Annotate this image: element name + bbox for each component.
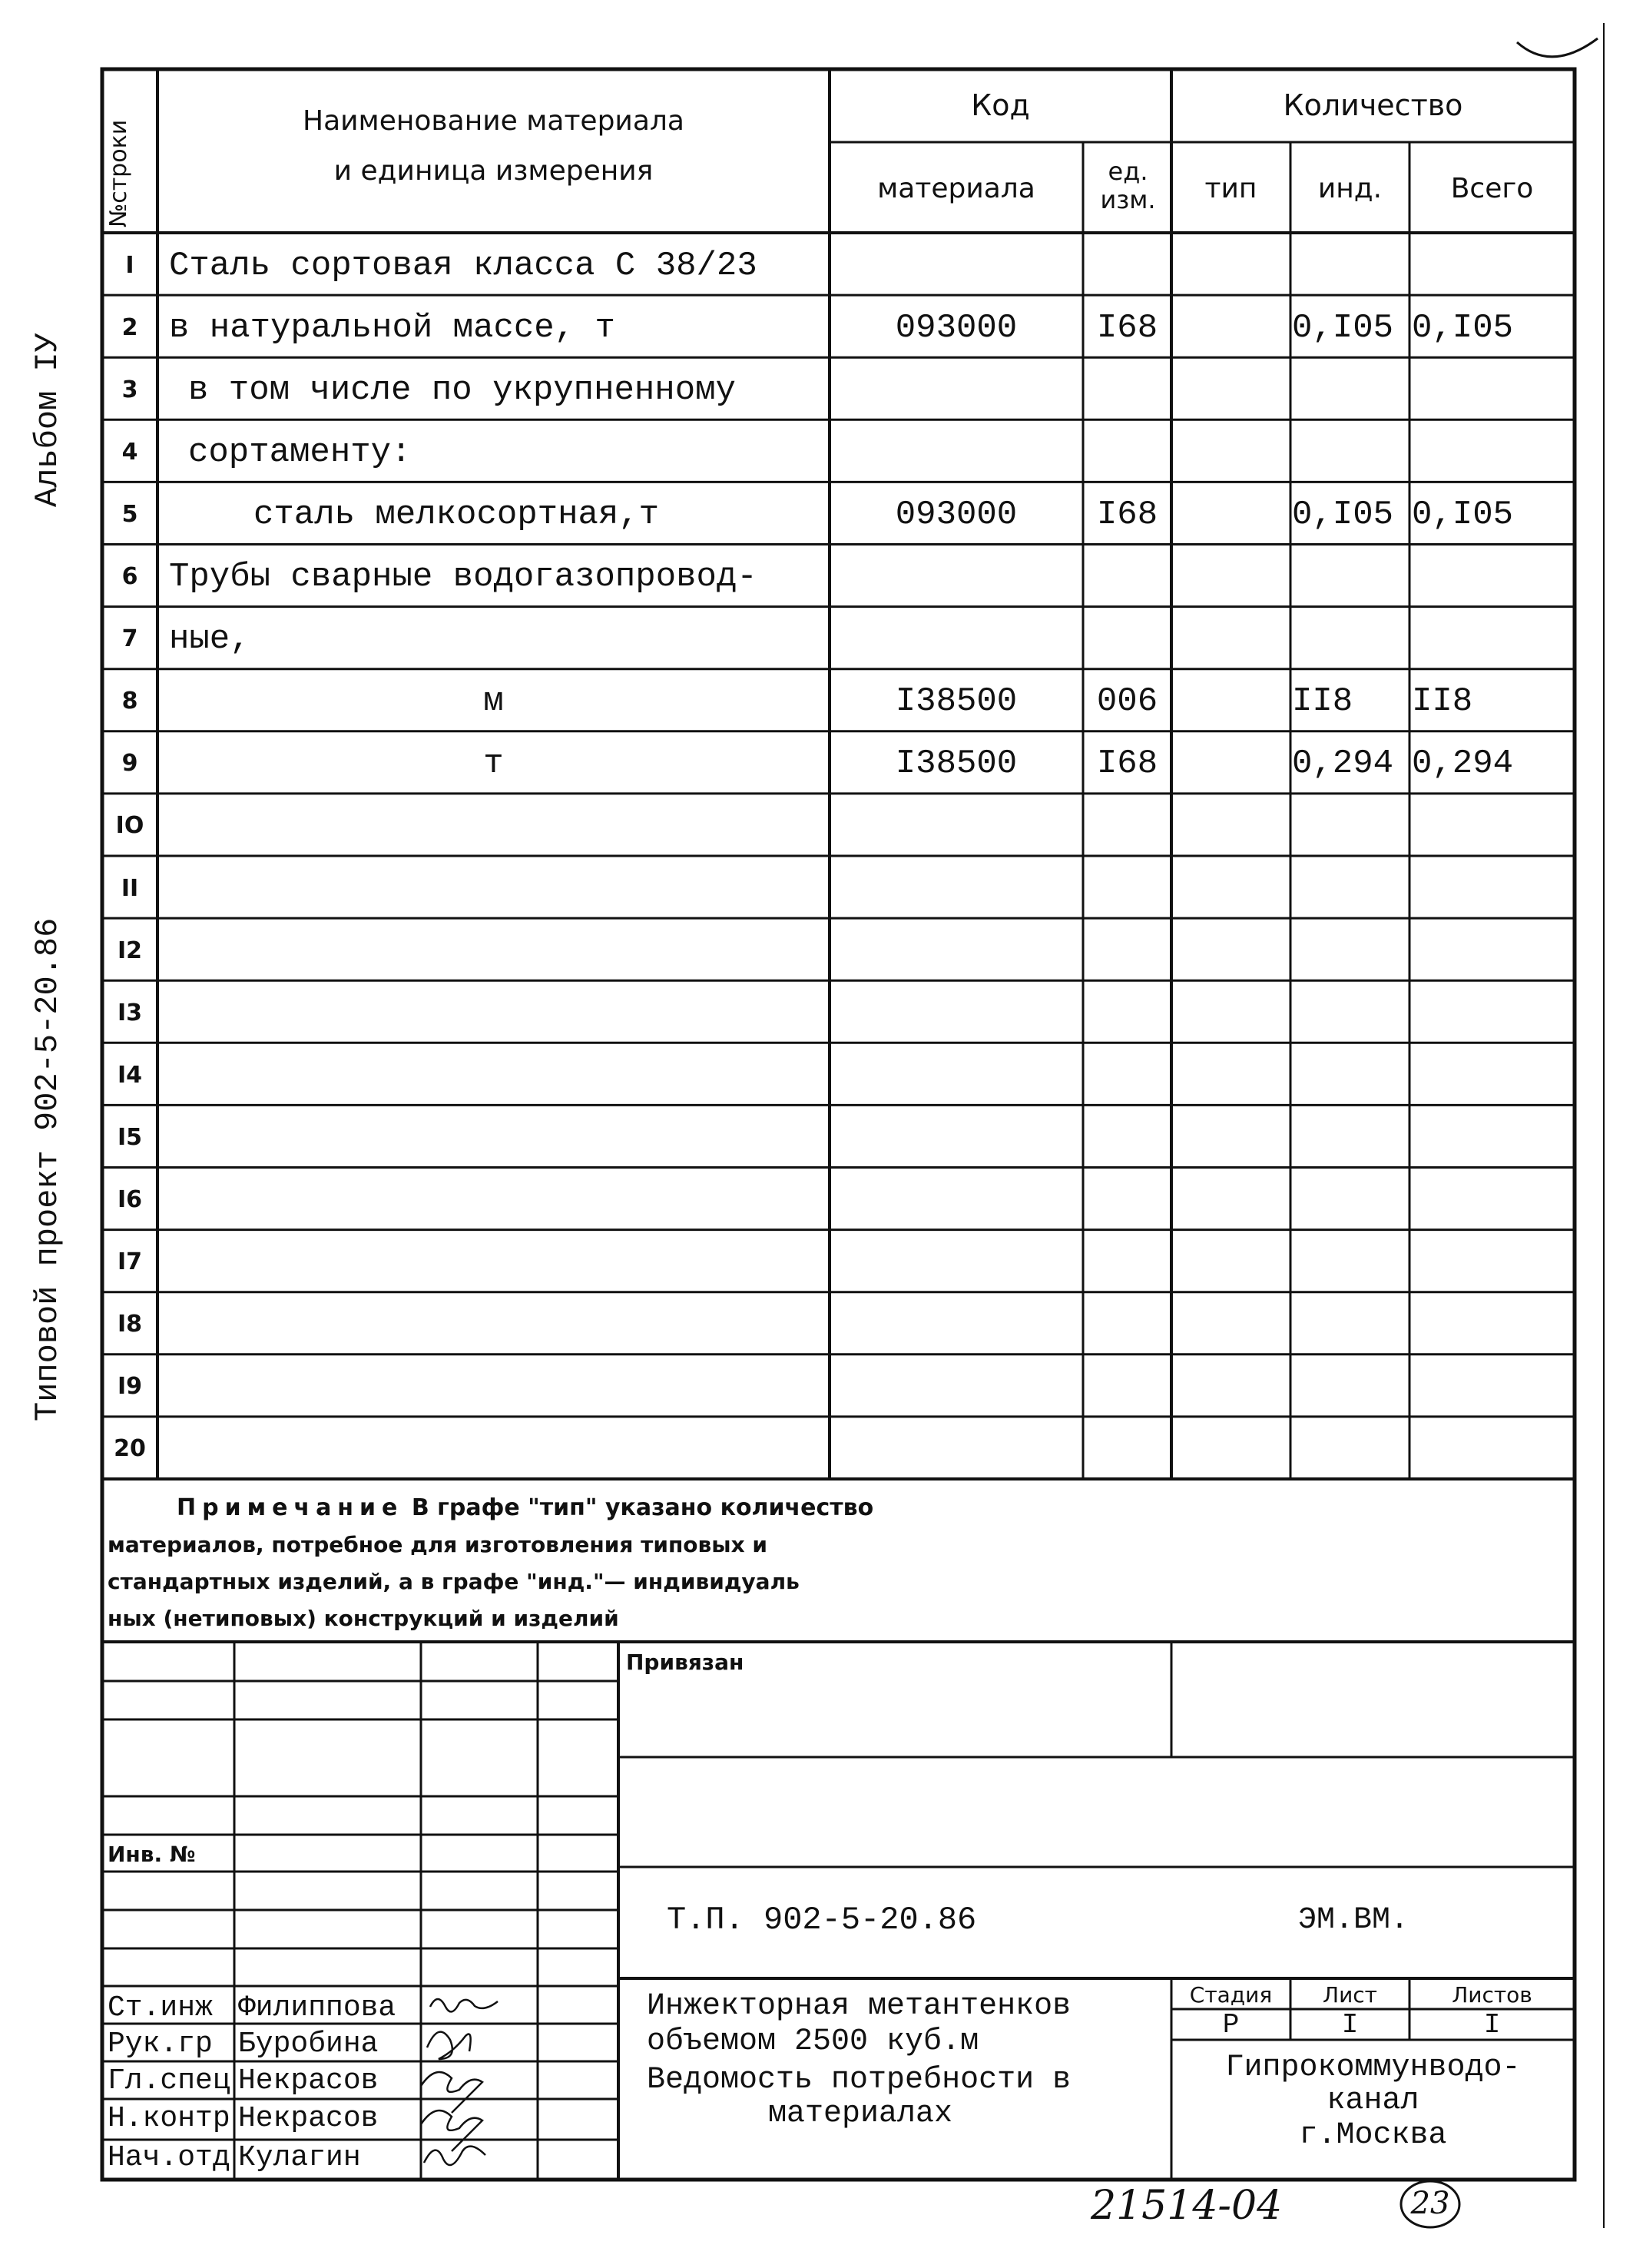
- sheet-value: I: [1341, 2009, 1359, 2041]
- note-text1: В графе "тип" указано количество: [411, 1494, 874, 1521]
- cell-n: 5: [121, 500, 138, 528]
- cell-n: II: [121, 874, 139, 902]
- cell-n: I5: [117, 1123, 143, 1151]
- cell-n: IO: [115, 812, 144, 840]
- cell-ind: 0,I05: [1292, 308, 1394, 347]
- note-line3: стандартных изделий, а в графе "инд."— индивидуаль: [108, 1569, 800, 1594]
- cell-n: I: [125, 251, 134, 279]
- cell-unit: I68: [1096, 308, 1158, 347]
- note-title: Примечание: [177, 1494, 404, 1521]
- org-line1: Гипрокоммунводо-: [1225, 2051, 1521, 2085]
- cell-total: 0,294: [1412, 744, 1514, 784]
- header-ind: инд.: [1317, 173, 1383, 204]
- cell-n: I6: [117, 1186, 143, 1214]
- cell-n: I4: [117, 1061, 143, 1089]
- header-quantity: Количество: [1283, 88, 1463, 122]
- cell-name: сортаменту:: [188, 433, 412, 472]
- cell-name: м: [483, 682, 504, 721]
- cell-name: ные,: [169, 620, 250, 659]
- header-material: материала: [877, 173, 1035, 204]
- document-code: Т.П. 902-5-20.86: [667, 1902, 977, 1938]
- cell-n: 3: [121, 376, 138, 403]
- signer-name: Кулагин: [238, 2141, 361, 2174]
- cell-total: 0,I05: [1412, 495, 1514, 534]
- header-row-number: №строки: [105, 119, 132, 227]
- sheets-value: I: [1483, 2009, 1501, 2041]
- cell-n: I2: [117, 937, 143, 964]
- inventory-number-label: Инв. №: [108, 1842, 196, 1867]
- page-number: 23: [1410, 2186, 1450, 2221]
- cell-n: 20: [114, 1435, 146, 1463]
- cell-n: 2: [121, 313, 138, 341]
- cell-unit: I68: [1096, 495, 1158, 534]
- signer-name: Филиппова: [238, 1991, 396, 2024]
- cell-n: 8: [121, 688, 138, 715]
- album-label: Альбом IУ: [29, 333, 66, 507]
- org-line2: канал: [1327, 2084, 1419, 2118]
- signer-name: Некрасов: [238, 2102, 379, 2135]
- cell-name: Трубы сварные водогазопровод-: [169, 558, 757, 597]
- header-name-line2: и единица измерения: [333, 155, 654, 187]
- sheets-label: Листов: [1452, 1982, 1532, 2008]
- cell-unit: I68: [1096, 744, 1158, 784]
- cell-unit: 006: [1096, 682, 1158, 721]
- cell-code: 093000: [895, 495, 1018, 534]
- project-label: Типовой проект 902-5-20.86: [29, 917, 66, 1421]
- header-name-line1: Наименование материала: [303, 105, 684, 137]
- title-line3: Ведомость потребности в: [647, 2063, 1072, 2097]
- title-line4: материалах: [768, 2097, 953, 2131]
- title-line1: Инжекторная метантенков: [647, 1989, 1072, 2024]
- cell-code: 093000: [895, 308, 1018, 347]
- header-total: Всего: [1450, 173, 1534, 204]
- cell-n: 9: [121, 750, 138, 778]
- cell-name: Сталь сортовая класса С 38/23: [169, 246, 757, 285]
- sheet-label: Лист: [1323, 1982, 1377, 2008]
- cell-name: т: [483, 744, 504, 784]
- stage-label: Стадия: [1189, 1982, 1273, 2008]
- signer-role: Рук.гр: [108, 2028, 213, 2061]
- cell-name: в натуральной массе, т: [169, 308, 615, 347]
- title-line2: объемом 2500 куб.м: [647, 2024, 979, 2059]
- cell-name: в том числе по укрупненному: [188, 370, 736, 410]
- archive-number: 21514-04: [1091, 2183, 1283, 2229]
- signer-role: Нач.отд: [108, 2141, 230, 2174]
- signer-role: Ст.инж: [108, 1991, 213, 2024]
- document-mark: ЭМ.ВМ.: [1298, 1903, 1409, 1938]
- header-unit: ед. изм.: [1100, 157, 1156, 214]
- cell-code: I38500: [895, 682, 1018, 721]
- note-line4: ных (нетиповых) конструкций и изделий: [108, 1606, 619, 1631]
- header-code: Код: [971, 88, 1030, 122]
- attached-label: Привязан: [626, 1650, 744, 1675]
- header-type: тип: [1204, 173, 1257, 204]
- signer-role: Н.контр: [108, 2102, 230, 2135]
- cell-total: 0,I05: [1412, 308, 1514, 347]
- cell-code: I38500: [895, 744, 1018, 784]
- cell-n: 7: [121, 625, 138, 653]
- cell-n: I9: [117, 1373, 143, 1401]
- cell-n: I7: [117, 1248, 143, 1276]
- org-line3: г.Москва: [1299, 2118, 1447, 2153]
- cell-name: сталь мелкосортная,т: [253, 495, 660, 534]
- cell-ind: II8: [1292, 682, 1353, 721]
- signer-name: Некрасов: [238, 2064, 379, 2097]
- stage-value: Р: [1222, 2009, 1240, 2041]
- note-line1: [177, 1494, 874, 1521]
- cell-n: 4: [121, 438, 138, 466]
- cell-n: I8: [117, 1311, 143, 1338]
- cell-total: II8: [1412, 682, 1473, 721]
- signer-name: Буробина: [238, 2028, 379, 2061]
- note-line2: материалов, потребное для изготовления типовых и: [108, 1532, 767, 1557]
- cell-ind: 0,294: [1292, 744, 1394, 784]
- cell-ind: 0,I05: [1292, 495, 1394, 534]
- signer-role: Гл.спец: [108, 2064, 230, 2097]
- cell-n: I3: [117, 999, 143, 1026]
- cell-n: 6: [121, 563, 138, 591]
